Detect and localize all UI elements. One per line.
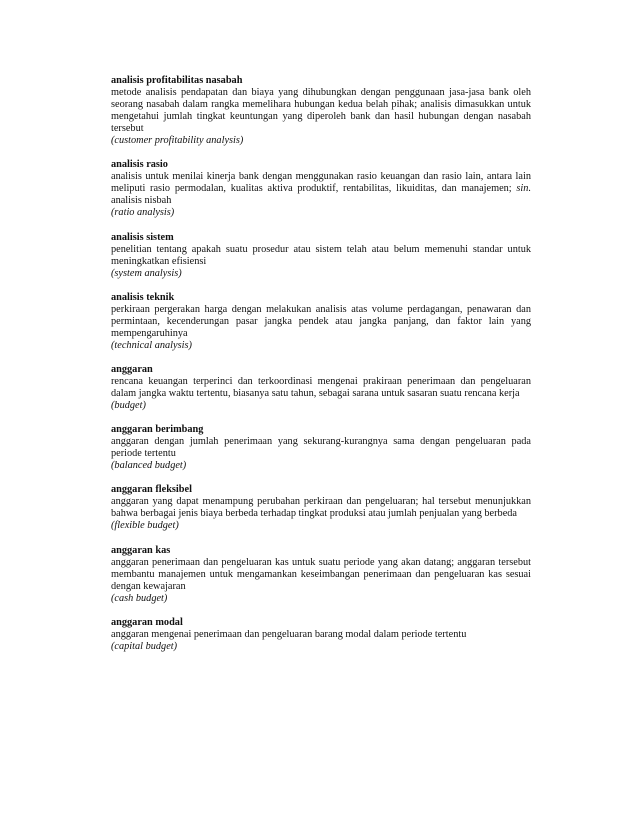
synonym-label: sin. <box>516 183 532 195</box>
glossary-entry <box>111 75 531 147</box>
entry-english-term: (technical analysis) <box>111 339 192 351</box>
glossary-entry <box>111 424 531 472</box>
entry-term: anggaran berimbang <box>111 424 204 436</box>
entry-definition: metode analisis pendapatan dan biaya yang dihubungkan dengan penggunaan jasa-jasa bank oleh seorang nasabah dalam rangka memelihara hubungan kedua belah pihak; analisis dimasukkan untuk mengetahui jumlah tingkat keuntungan yang diperoleh bank dan hasil hubungan dengan nasabah tersebut <box>111 87 531 135</box>
glossary-entry <box>111 292 531 352</box>
entry-english-term: (budget) <box>111 400 146 412</box>
glossary-entry <box>111 545 531 605</box>
glossary-entry <box>111 232 531 280</box>
entry-term: analisis teknik <box>111 291 175 303</box>
entry-english-term: (balanced budget) <box>111 460 187 472</box>
entry-definition: anggaran penerimaan dan pengeluaran kas untuk suatu periode yang akan datang; anggaran tersebut membantu manajemen untuk mengamankan keseimbangan penerimaan dan pengeluaran kas sesuai dengan kewajaran <box>111 556 531 592</box>
entry-definition: penelitian tentang apakah suatu prosedur atau sistem telah atau belum memenuhi standar untuk meningkatkan efisiensi <box>111 243 531 267</box>
glossary-page <box>111 75 531 665</box>
entry-english-term: (system analysis) <box>111 267 182 279</box>
entry-term: anggaran fleksibel <box>111 484 192 496</box>
entry-english-term: (cash budget) <box>111 592 168 604</box>
entry-english-term: (capital budget) <box>111 640 178 652</box>
entry-definition-block <box>111 171 531 207</box>
entry-english-term: (customer profitability analysis) <box>111 135 244 147</box>
entry-definition: rencana keuangan terperinci dan terkoordinasi mengenai prakiraan penerimaan dan pengeluaran dalam jangka waktu tertentu, biasanya satu tahun, sebagai sarana untuk sasaran suatu rencana kerja <box>111 375 531 400</box>
entry-term: analisis rasio <box>111 159 168 171</box>
entry-term: anggaran <box>111 363 153 375</box>
glossary-entry <box>111 484 531 532</box>
entry-definition: anggaran yang dapat menampung perubahan perkiraan dan pengeluaran; hal tersebut menunjukkan bahwa berbagai jenis biaya berbeda terhadap tingkat produksi atau jumlah penjualan yang berbeda <box>111 496 531 520</box>
glossary-entry <box>111 159 531 219</box>
entry-term: anggaran modal <box>111 616 183 628</box>
entry-definition: anggaran dengan jumlah penerimaan yang sekurang-kurangnya sama dengan pengeluaran pada periode tertentu <box>111 436 531 460</box>
entry-term: analisis sistem <box>111 231 174 243</box>
entry-term: analisis profitabilitas nasabah <box>111 75 243 86</box>
glossary-entry <box>111 364 531 412</box>
entry-definition: anggaran mengenai penerimaan dan pengeluaran barang modal dalam periode tertentu <box>111 628 467 640</box>
synonym-text: analisis nisbah <box>111 195 172 207</box>
glossary-entry <box>111 617 531 653</box>
entry-term: anggaran kas <box>111 544 171 556</box>
entry-definition: perkiraan pergerakan harga dengan melakukan analisis atas volume perdagangan, penawaran dan permintaan, kecenderungan pasar jangka pendek atau jangka panjang, dan faktor lain yang mempengaruhinya <box>111 303 531 339</box>
entry-definition: analisis untuk menilai kinerja bank dengan menggunakan rasio keuangan dan rasio lain, antara lain meliputi rasio permodalan, kualitas aktiva produktif, rentabilitas, likuiditas, dan manajemen; <box>111 171 531 195</box>
entry-english-term: (ratio analysis) <box>111 207 175 219</box>
entry-english-term: (flexible budget) <box>111 520 179 532</box>
